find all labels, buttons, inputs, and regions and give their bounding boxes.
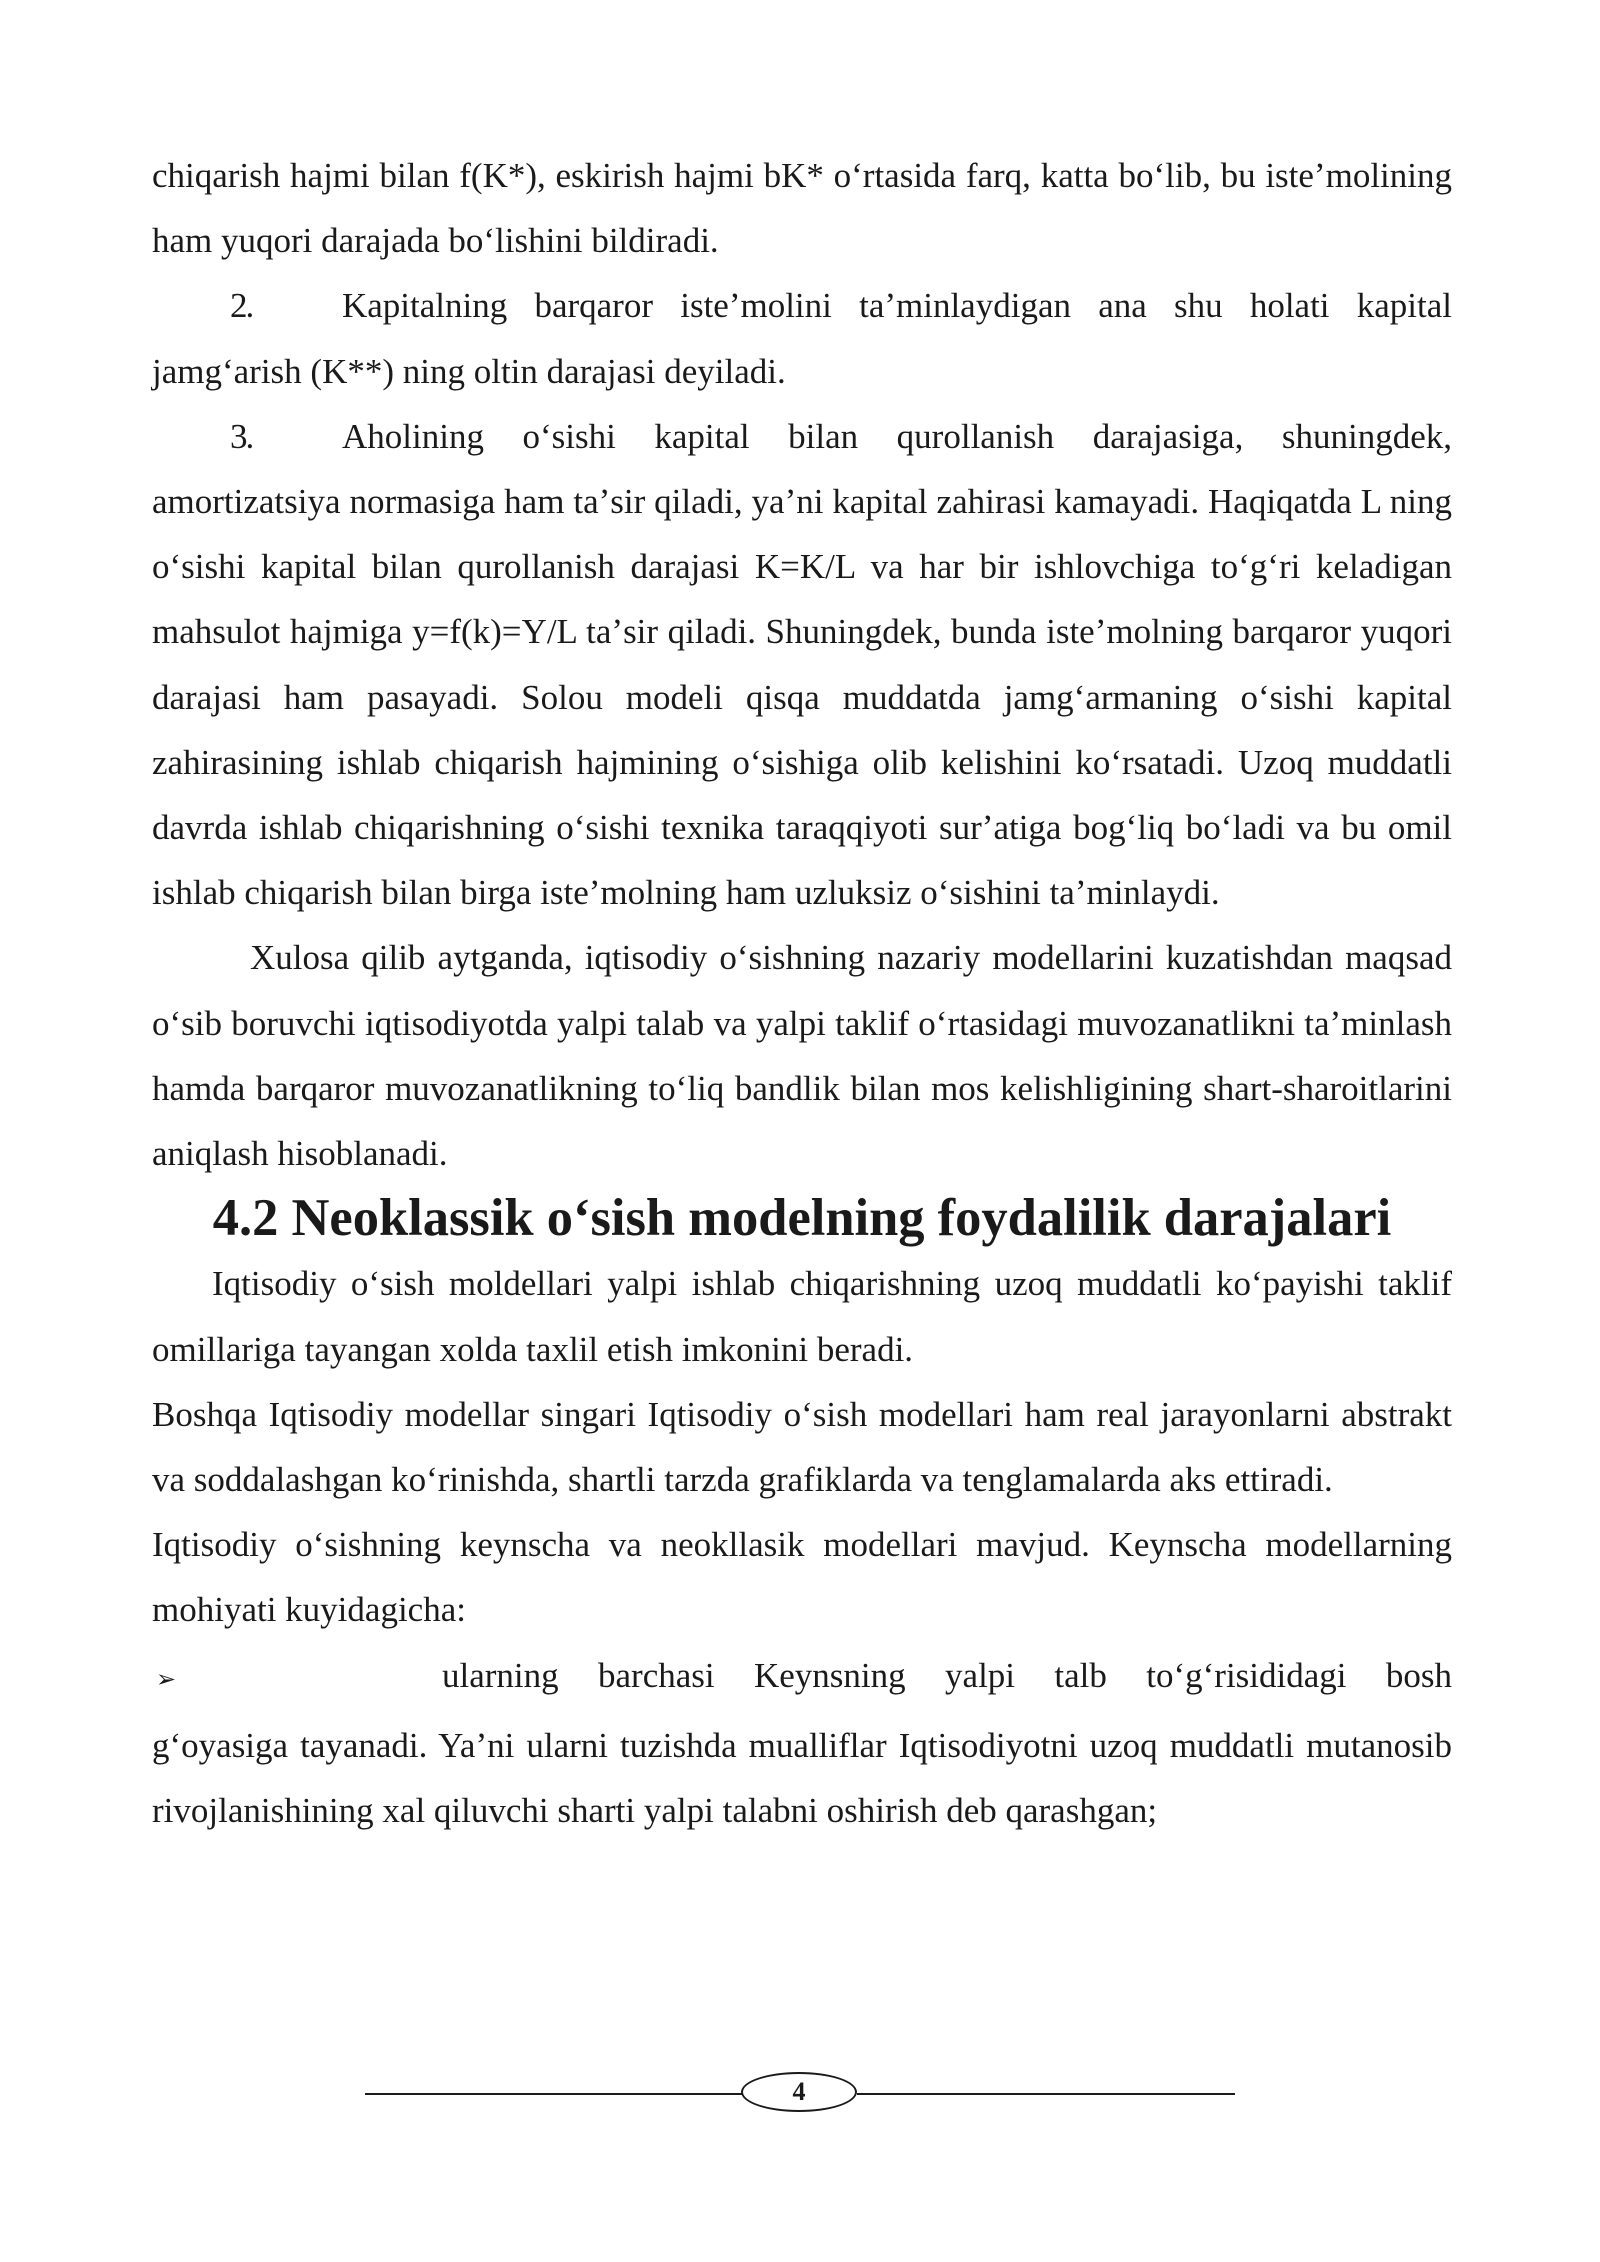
page-body — [152, 143, 1452, 1843]
item-number: 3. — [230, 416, 253, 456]
paragraph-conclusion: Xulosa qilib aytganda, iqtisodiy oʻsishning nazariy modellarini kuzatishdan maqsad oʻsib boruvchi iqtisodiyotda yalpi talab va yalpi taklif oʻrtasidagi muvozanatlikni taʼminlash hamda barqaror muvozanatlikning toʻliq bandlik bilan mos kelishligining shart-sharoitlarini aniqlash hisoblanadi. — [152, 938, 1452, 1174]
page-footer — [365, 2072, 1235, 2116]
page-number-badge — [741, 2072, 857, 2112]
section-paragraph-3: Iqtisodiy oʻsishning keynscha va neokllasik modellari mavjud. Keynscha modellarning mohiyati kuyidagicha: — [152, 1525, 1452, 1630]
item-number: 2. — [230, 286, 253, 326]
item-first-line: Kapitalning barqaror isteʼmolini taʼminlaydigan ana shu holati kapital — [342, 286, 1452, 326]
paragraph-intro: chiqarish hajmi bilan f(K*), eskirish hajmi bK* oʻrtasida farq, katta boʻlib, bu isteʼmolining ham yuqori darajada boʻlishini bildiradi. — [152, 156, 1452, 261]
numbered-item-2 — [152, 273, 1452, 403]
page-number: 4 — [792, 2077, 806, 2106]
footer-rule-left — [365, 2093, 743, 2095]
item-continuation: jamgʻarish (K**) ning oltin darajasi deyiladi. — [152, 351, 786, 391]
section-paragraph-1: Iqtisodiy oʻsish moldellari yalpi ishlab chiqarishning uzoq muddatli koʻpayishi taklif omillariga tayangan xolda taxlil etish imkonini beradi. — [152, 1264, 1452, 1369]
item-first-line: Aholining oʻsishi kapital bilan qurollanish darajasiga, shuningdek, — [342, 416, 1452, 456]
bullet-continuation: gʻoyasiga tayanadi. Yaʼni ularni tuzishda mualliflar Iqtisodiyotni uzoq muddatli mutanosib rivojlanishining xal qiluvchi sharti yalpi talabni oshirish deb qarashgan; — [152, 1725, 1452, 1831]
arrow-bullet-icon: ➢ — [156, 1666, 177, 1693]
numbered-item-3 — [152, 404, 1452, 926]
item-continuation: amortizatsiya normasiga ham taʼsir qiladi, yaʼni kapital zahirasi kamayadi. Haqiqatda L ning oʻsishi kapital bilan qurollanish darajasi K=K/L va har bir ishlovchiga toʻgʻri keladigan mahsulot hajmiga y=f(k)=Y/L taʼsir qiladi. Shuningdek, bunda isteʼmolning barqaror yuqori darajasi ham pasayadi. Solou modeli qisqa muddatda jamgʻarmaning oʻsishi kapital zahirasining ishlab chiqarish hajmining oʻsishiga olib kelishini koʻrsatadi. Uzoq muddatli davrda ishlab chiqarishning oʻsishi texnika taraqqiyoti surʼatiga bogʻliq boʻladi va bu omil ishlab chiqarish bilan birga isteʼmolning ham uzluksiz oʻsishini taʼminlaydi. — [152, 482, 1452, 913]
footer-rule-right — [857, 2093, 1235, 2095]
bullet-item — [152, 1643, 1452, 1844]
bullet-first-line: ularning barchasi Keynsning yalpi talb toʻgʻrisididagi bosh — [442, 1655, 1452, 1695]
section-heading: 4.2 Neoklassik oʻsish modelning foydalilik darajalari — [212, 1189, 1392, 1248]
section-paragraph-2: Boshqa Iqtisodiy modellar singari Iqtisodiy oʻsish modellari ham real jarayonlarni abstrakt va soddalashgan koʻrinishda, shartli tarzda grafiklarda va tenglamalarda aks ettiradi. — [152, 1394, 1452, 1500]
